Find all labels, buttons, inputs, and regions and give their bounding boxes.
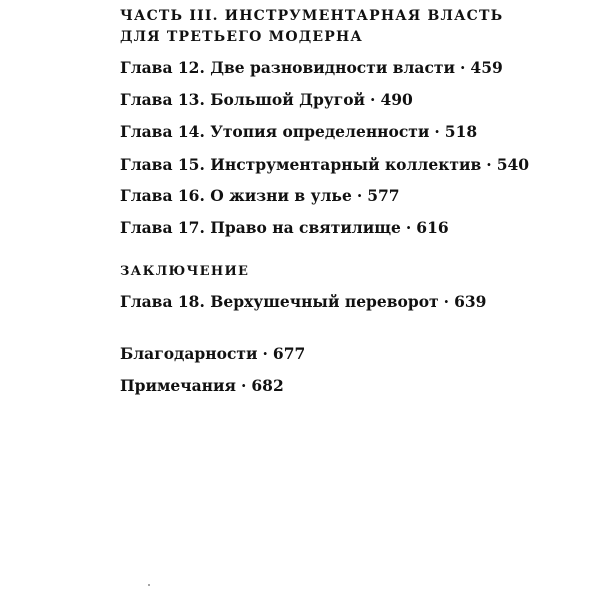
- part-3-heading-line-1: ЧАСТЬ III. ИНСТРУМЕНТАРНАЯ ВЛАСТЬ: [120, 8, 504, 24]
- toc-entry-label: Глава 15. Инструментарный коллектив: [120, 155, 482, 174]
- toc-entry-acknowledgements: [120, 344, 305, 363]
- toc-entry-page: 459: [470, 58, 503, 77]
- toc-entry-page: 677: [272, 344, 306, 363]
- toc-entry-page: 540: [496, 155, 530, 174]
- toc-separator: ·: [405, 218, 412, 237]
- toc-separator: ·: [460, 58, 466, 77]
- toc-entry-chapter-17: [120, 218, 449, 237]
- toc-entry-chapter-13: [120, 90, 413, 109]
- toc-entry-page: 639: [454, 292, 487, 311]
- toc-entry-page: 682: [251, 376, 284, 395]
- toc-entry-label: Глава 14. Утопия определенности: [120, 122, 430, 141]
- toc-separator: ·: [370, 90, 376, 109]
- toc-entry-label: Глава 13. Большой Другой: [120, 90, 366, 109]
- part-3-heading-line-2: ДЛЯ ТРЕТЬЕГО МОДЕРНА: [120, 29, 364, 45]
- toc-separator: ·: [356, 186, 363, 205]
- toc-separator: ·: [240, 376, 247, 395]
- toc-entry-page: 577: [367, 186, 400, 205]
- toc-entry-page: 616: [416, 218, 449, 237]
- toc-entry-label: Глава 17. Право на святилище: [120, 218, 401, 237]
- toc-entry-chapter-18: [120, 292, 486, 311]
- part-3-heading: [120, 6, 503, 48]
- toc-entry-label: Примечания: [120, 376, 236, 395]
- toc-entry-page: 518: [444, 122, 478, 141]
- toc-separator: ·: [486, 155, 492, 174]
- toc-entry-chapter-15: [120, 155, 529, 174]
- toc-entry-label: Глава 16. О жизни в улье: [120, 186, 352, 205]
- toc-entry-label: Глава 18. Верхушечный переворот: [120, 292, 439, 311]
- toc-separator: ·: [434, 122, 440, 141]
- print-speck: [148, 584, 150, 586]
- toc-entry-page: 490: [380, 90, 413, 109]
- toc-separator: ·: [262, 344, 268, 363]
- toc-entry-notes: [120, 376, 284, 395]
- toc-entry-chapter-12: [120, 58, 503, 77]
- toc-entry-chapter-16: [120, 186, 400, 205]
- conclusion-heading: ЗАКЛЮЧЕНИЕ: [120, 264, 250, 279]
- toc-entry-label: Глава 12. Две разновидности власти: [120, 58, 456, 77]
- toc-entry-chapter-14: [120, 122, 477, 141]
- toc-separator: ·: [443, 292, 450, 311]
- toc-entry-label: Благодарности: [120, 344, 258, 363]
